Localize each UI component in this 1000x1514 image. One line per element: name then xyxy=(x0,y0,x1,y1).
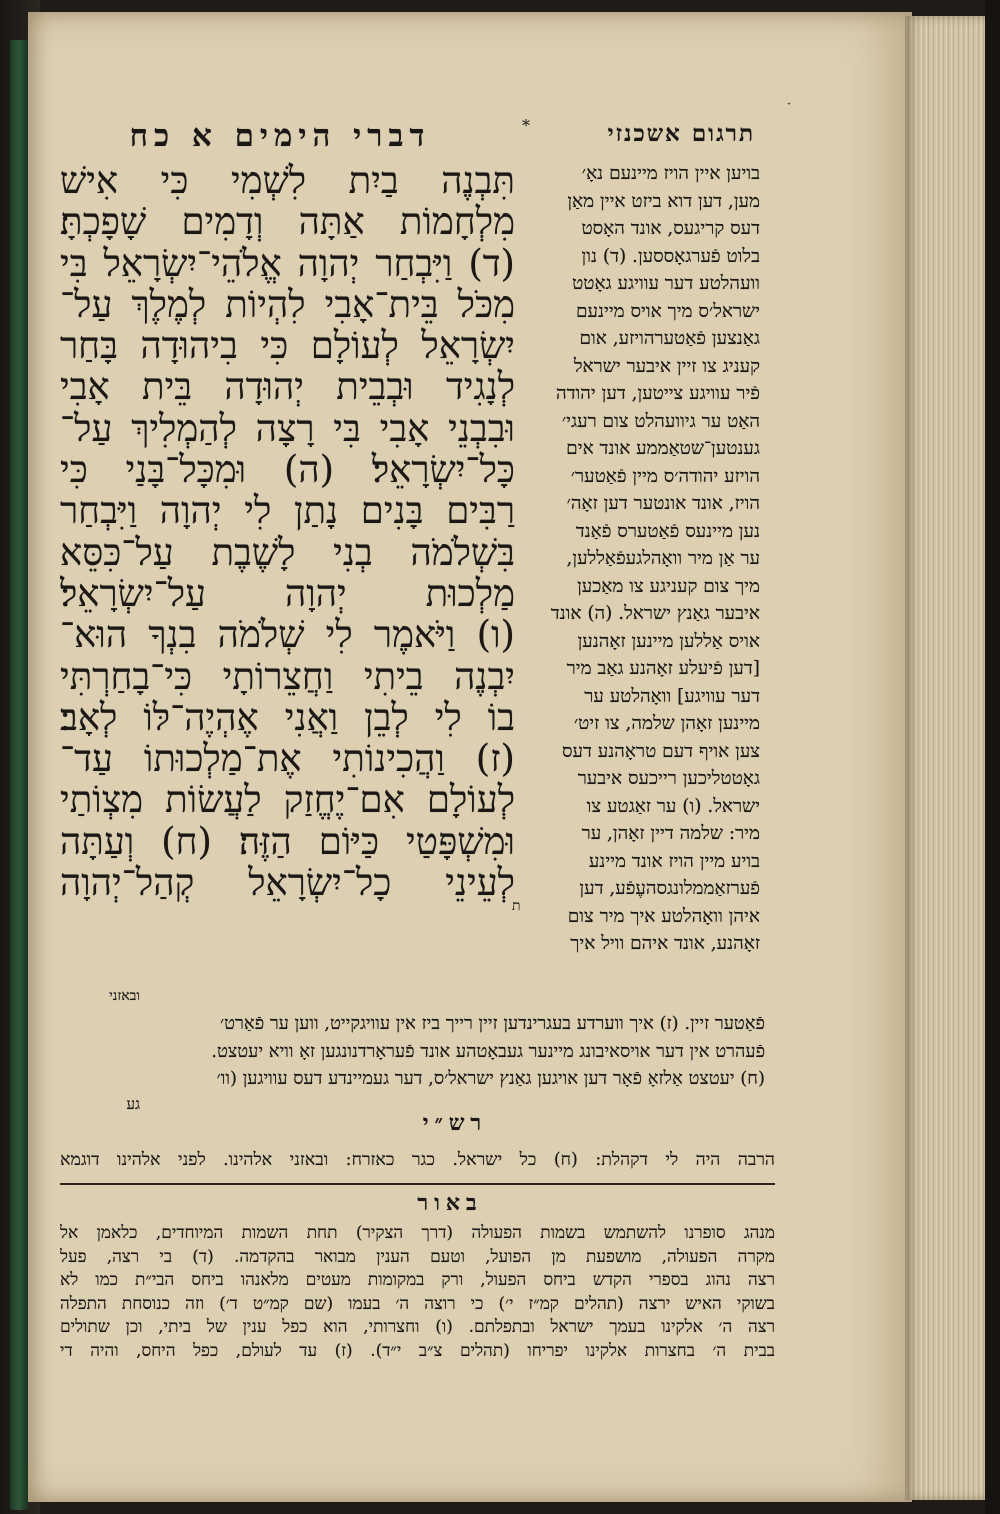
background-right xyxy=(985,0,1000,1514)
yiddish-line: ישראל. (ו) ער זאַגטע צו xyxy=(586,795,760,817)
main-text-line: (ז) וַהֲכִינוֹתִי אֶת־מַלְכוּתוֹ עַד־ xyxy=(60,738,515,780)
catchword-main: ובאזני xyxy=(109,988,140,1004)
yiddish-fullwidth-line: (ח) יעטצט אַלזאָ פֿאָר דען אויגען גאַנץ ישראל׳ס, דער געמיינדע דעס עוויגען (וו׳ xyxy=(216,1068,765,1089)
main-text-line: תִּבְנֶה בַיִת לִשְׁמִי כִּי אִישׁ xyxy=(60,160,515,202)
yiddish-fullwidth-line: פֿאַטער זיין. (ז) איך ווערדע בעגרינדען זיין רייך ביז אין עוויגקייט, ווען ער פֿאַרט׳ xyxy=(220,1013,765,1034)
printer-mark: ᐩ xyxy=(787,101,791,112)
yiddish-fullwidth-line: פֿעהרט אין דער אויסאיבונג מיינער געבאָטהע אונד פֿעראָרדנונגען זאָ וויא יעטצט. xyxy=(211,1040,765,1062)
yiddish-line: צען אויף דעם טראָהנע דעס xyxy=(562,740,760,762)
yiddish-translation-column xyxy=(520,160,760,958)
beur-line: מנהג סופרנו להשתמש בשמות הפעולה (דרך הצקיר) תחת השמות המיוחדים, כלאמן אל xyxy=(60,1223,775,1243)
main-text-line: (ו) וַיֹּאמֶר לִי שְׁלֹמֹה בִנְךָ הוּא־ xyxy=(60,614,515,656)
yiddish-line: מיר: שלמה דיין זאָהן, ער xyxy=(581,823,760,844)
yiddish-line: בויען איין הויז מיינעם נאָ׳ xyxy=(581,163,760,184)
running-head-translation-title: תרגום אשכנזי xyxy=(607,120,755,147)
yiddish-line: ישראל׳ס מיך אויס מיינעם xyxy=(575,300,760,322)
yiddish-line: האַט ער גיוועהלט צום רעגי׳ xyxy=(561,410,760,432)
beur-line: מקרה הפעולה, מושפעת מן הפועל, וטעם הענין מבואר בהקדמה. (ד) בי רצה, פעל xyxy=(60,1246,775,1267)
yiddish-line: מען, דען דוא ביזט איין מאַן xyxy=(567,190,760,212)
main-text-line: יִשְׂרָאֵל לְעוֹלָם כִּי בִיהוּדָה בָּחַר xyxy=(60,325,515,367)
rashi-heading: רש״י xyxy=(422,1110,488,1136)
yiddish-line: גענטען־שטאַממע אונד אים xyxy=(566,438,760,459)
main-text-line: מִלְחָמוֹת אַתָּה וְדָמִים שָׁפָכְתָּ׃ xyxy=(60,201,515,243)
main-hebrew-text xyxy=(60,160,515,903)
yiddish-line: הויז, אונד אונטער דען זאָה׳ xyxy=(566,493,760,514)
rashi-commentary: הרבה היה לי דקהלת: (ח) כל ישראל. כגר כאזרח: ובאזני אלהינו. לפני אלהינו דוגמא xyxy=(60,1150,775,1170)
yiddish-line: ער אַן מיר וואָהלגעפֿאַללען, xyxy=(566,548,760,569)
beur-heading: באור xyxy=(417,1190,483,1216)
main-text-line: לְעוֹלָם אִם־יֶחֱזַק לַעֲשׂוֹת מִצְוֹתַי xyxy=(60,779,515,821)
main-text-line: בוֹ לִי לְבֵן וַאֲנִי אֶהְיֶה־לּוֹ לְאָב׃ xyxy=(60,696,515,739)
beur-line: בשוקי האיש ירצה (תהלים קמ״ז י׳) כי רוצה ה׳ בעמו (שם קמ״ט ד׳) וזה כנוסחת התפלה xyxy=(60,1293,775,1314)
yiddish-line: פֿערזאַממלונגסהעֶפֿע, דען xyxy=(579,878,760,899)
yiddish-line: מיינען זאָהן שלמה, צו זיט׳ xyxy=(573,713,760,734)
main-text-line: (ד) וַיִּבְחַר יְהוָה אֱלֹהֵי־יִשְׂרָאֵל בִּי xyxy=(60,242,515,284)
main-text-line: מַלְכוּת יְהוָה עַל־יִשְׂרָאֵל׃ xyxy=(60,572,515,615)
yiddish-line: זאָהנע, אונד איהם וויל איך xyxy=(570,933,760,954)
main-text-line: כָּל־יִשְׂרָאֵל׃ (ה) וּמִכָּל־בָּנַי כִּי xyxy=(60,449,515,491)
main-text-line: לְעֵינֵי כָל־יִשְׂרָאֵל קְהַל־יְהוָה xyxy=(60,862,515,904)
yiddish-line: נען מיינעס פֿאַטערס פֿאַנד xyxy=(575,520,760,542)
yiddish-line: [דען פֿיעלע זאָהנע גאַב מיר xyxy=(566,658,760,679)
yiddish-line: וועהלטע דער עוויגע גאָטט xyxy=(572,273,760,294)
yiddish-line: איהן וואָהלטע איך מיר צום xyxy=(567,905,760,927)
main-text-line: מִכֹּל בֵּית־אָבִי לִהְיוֹת לְמֶלֶךְ עַל־ xyxy=(60,283,515,326)
yiddish-fullwidth-continuation xyxy=(80,1010,765,1093)
main-text-line: יִבְנֶה בֵיתִי וַחֲצֵרוֹתָי כִּי־בָחַרְתִּי xyxy=(60,655,515,697)
beur-line: רצה נהוג בספרי הקדש ביחס הפעול, ורק במקומות מעטים מלאנהו ביחס הבי״ת כמו לא xyxy=(60,1270,775,1290)
previous-page-edge xyxy=(10,40,28,1510)
yiddish-line: גאָטטליכען רייכעס איבער xyxy=(577,768,760,789)
yiddish-line: הויזע יהודה׳ס מיין פֿאַטער׳ xyxy=(570,465,760,487)
yiddish-line: גאַנצען פֿאַטערהויזע, אום xyxy=(579,328,760,349)
yiddish-line: דער עוויגע] וואָהלטע ער xyxy=(584,685,760,707)
running-head-mark: * xyxy=(522,116,530,135)
section-divider xyxy=(60,1183,775,1185)
main-text-line: רַבִּים בָּנִים נָתַן לִי יְהוָה וַיִּבְחַר xyxy=(60,490,515,532)
yiddish-line: אויס אַללען מיינען זאָהנען xyxy=(577,630,760,652)
yiddish-line: בויע מיין הויז אונד מיינע xyxy=(588,850,760,872)
main-text-line: בִּשְׁלֹמֹה בְנִי לָשֶׁבֶת עַל־כִּסֵּא xyxy=(60,531,515,573)
main-text-line: וּמִשְׁפָּטַי כַּיּוֹם הַזֶּה׃ (ח) וְעַתָּה xyxy=(60,820,515,863)
beur-line: רצה ה׳ אלקינו בעמך ישראל ובתפלתם. (ו) וחצרותי, הוא כפל ענין של ביתי, וכן שתולים xyxy=(60,1317,775,1337)
yiddish-line: פֿיר עוויגע צייטען, דען יהודה xyxy=(556,383,760,404)
running-head-book-title: דברי הימים א כח xyxy=(129,118,431,154)
yiddish-line: קעניג צו זיין איבער ישראל xyxy=(573,355,760,377)
beur-line: בבית ה׳ בחצרות אלקינו יפריחו (תהלים צ״ב י״ד). (ז) עד לעולם, כפל היחס, והיה די xyxy=(60,1340,775,1361)
yiddish-line: דעס קריגעס, אונד האָסט xyxy=(581,218,760,239)
yiddish-line: בלוט פֿערגאָססען. (ד) נון xyxy=(581,245,760,267)
catchword-yiddish: גע xyxy=(126,1095,140,1113)
main-text-line: לְנָגִיד וּבְבֵית יְהוּדָה בֵּית אָבִי xyxy=(60,366,515,408)
yiddish-line: מיך צום קעניגע צו מאַכען xyxy=(577,575,760,597)
page-stack-edge xyxy=(905,16,985,1500)
main-text-line: וּבִבְנֵי אָבִי בִּי רָצָה לְהַמְלִיךְ עַל־ xyxy=(60,407,515,450)
yiddish-line: איבער גאַנץ ישראל. (ה) אונד xyxy=(550,603,760,624)
margin-marker: ת xyxy=(512,898,521,914)
beur-commentary xyxy=(60,1222,775,1363)
